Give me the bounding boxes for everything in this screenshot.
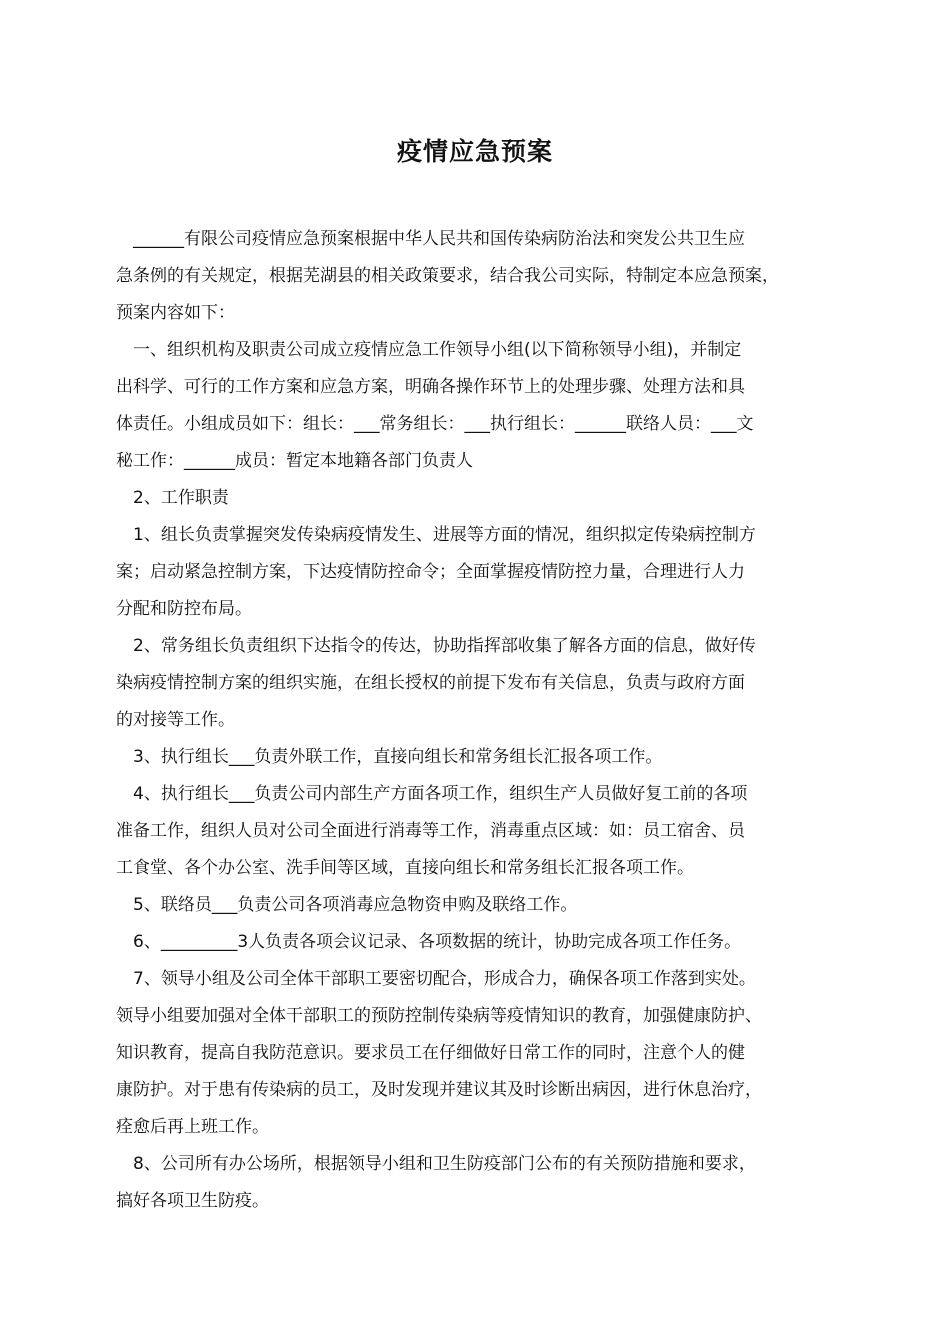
text-line: 3、执行组长___负责外联工作，直接向组长和常务组长汇报各项工作。 xyxy=(133,747,663,767)
duty-item-2 xyxy=(116,628,838,739)
text-line: 急条例的有关规定，根据芜湖县的相关政策要求，结合我公司实际，特制定本应急预案， xyxy=(116,266,779,286)
duty-item-4 xyxy=(116,776,838,887)
duty-item-8 xyxy=(116,1146,838,1220)
text-line: 2、常务组长负责组织下达指令的传达，协助指挥部收集了解各方面的信息，做好传 xyxy=(133,636,756,656)
text-line: 工食堂、各个办公室、洗手间等区域，直接向组长和常务组长汇报各项工作。 xyxy=(116,858,694,878)
text-line: 5、联络员___负责公司各项消毒应急物资申购及联络工作。 xyxy=(133,895,578,915)
duty-item-3 xyxy=(116,739,838,776)
intro-paragraph xyxy=(116,221,838,332)
text-line: 分配和防控布局。 xyxy=(116,599,252,619)
text-line: 出科学、可行的工作方案和应急方案，明确各操作环节上的处理步骤、处理方法和具 xyxy=(116,377,745,397)
duty-item-1 xyxy=(116,517,838,628)
text-line: 秘工作：______成员：暂定本地籍各部门负责人 xyxy=(116,451,473,471)
section-duties-heading xyxy=(116,480,838,517)
document-title: 疫情应急预案 xyxy=(396,137,553,166)
duty-item-7 xyxy=(116,961,838,1146)
text-line: 的对接等工作。 xyxy=(116,710,235,730)
text-line: 领导小组要加强对全体干部职工的预防控制传染病等疫情知识的教育，加强健康防护、 xyxy=(116,1006,762,1026)
text-line: 预案内容如下： xyxy=(116,303,235,323)
text-line: 一、组织机构及职责公司成立疫情应急工作领导小组(以下简称领导小组)，并制定 xyxy=(133,340,742,360)
text-line: 7、领导小组及公司全体干部职工要密切配合，形成合力，确保各项工作落到实处。 xyxy=(133,969,756,989)
duty-item-6 xyxy=(116,924,838,961)
text-line: ______有限公司疫情应急预案根据中华人民共和国传染病防治法和突发公共卫生应 xyxy=(133,229,745,249)
text-line: 痊愈后再上班工作。 xyxy=(116,1117,269,1137)
text-line: 8、公司所有办公场所，根据领导小组和卫生防疫部门公布的有关预防措施和要求， xyxy=(133,1154,756,1174)
text-line: 准备工作，组织人员对公司全面进行消毒等工作，消毒重点区域：如：员工宿舍、员 xyxy=(116,821,745,841)
text-line: 4、执行组长___负责公司内部生产方面各项工作，组织生产人员做好复工前的各项 xyxy=(133,784,748,804)
section-organization-paragraph xyxy=(116,332,838,480)
text-line: 体责任。小组成员如下：组长：___常务组长：___执行组长：______联络人员：___文 xyxy=(116,414,754,434)
text-line: 1、组长负责掌握突发传染病疫情发生、进展等方面的情况，组织拟定传染病控制方 xyxy=(133,525,756,545)
text-line: 知识教育，提高自我防范意识。要求员工在仔细做好日常工作的同时，注意个人的健 xyxy=(116,1043,745,1063)
text-line: 康防护。对于患有传染病的员工，及时发现并建议其及时诊断出病因，进行休息治疗， xyxy=(116,1080,762,1100)
text-line: 6、_________3人负责各项会议记录、各项数据的统计，协助完成各项工作任务。 xyxy=(133,932,742,952)
document-body xyxy=(116,221,838,1220)
text-line: 案；启动紧急控制方案，下达疫情防控命令；全面掌握疫情防控力量，合理进行人力 xyxy=(116,562,745,582)
text-line: 搞好各项卫生防疫。 xyxy=(116,1191,269,1211)
text-line: 2、工作职责 xyxy=(133,488,229,508)
text-line: 染病疫情控制方案的组织实施，在组长授权的前提下发布有关信息，负责与政府方面 xyxy=(116,673,745,693)
duty-item-5 xyxy=(116,887,838,924)
